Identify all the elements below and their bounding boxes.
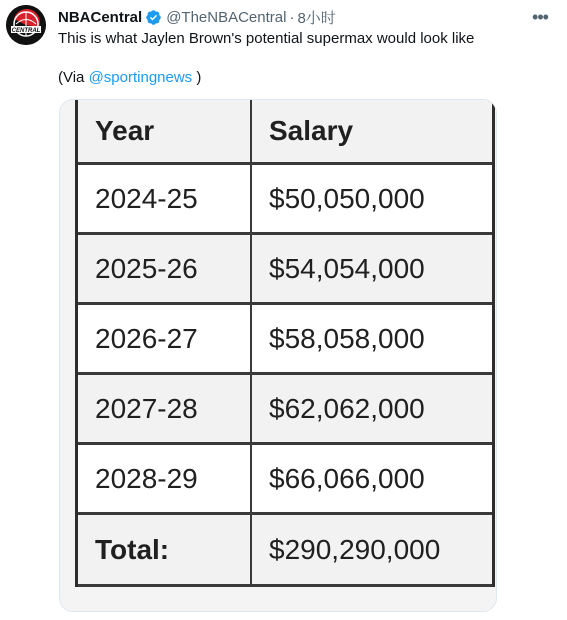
salary-cell: $50,050,000 bbox=[252, 165, 492, 235]
verified-badge-icon bbox=[145, 9, 162, 26]
separator-dot: · bbox=[289, 8, 295, 26]
salary-cell: $58,058,000 bbox=[252, 305, 492, 375]
salary-cell: $62,062,000 bbox=[252, 375, 492, 445]
salary-cell: $54,054,000 bbox=[252, 235, 492, 305]
total-label: Total: bbox=[78, 515, 252, 587]
salary-cell: $66,066,000 bbox=[252, 445, 492, 515]
header-year: Year bbox=[78, 100, 252, 165]
tweet-header bbox=[58, 7, 555, 27]
mention-link[interactable]: @sportingnews bbox=[88, 69, 193, 86]
table-row bbox=[78, 305, 492, 375]
year-cell: 2027-28 bbox=[78, 375, 252, 445]
author-handle[interactable]: @TheNBACentral bbox=[166, 8, 287, 26]
table-row bbox=[78, 165, 492, 235]
year-cell: 2026-27 bbox=[78, 305, 252, 375]
salary-table bbox=[75, 100, 495, 587]
author-name[interactable]: NBACentral bbox=[58, 8, 143, 26]
avatar[interactable] bbox=[6, 5, 46, 45]
tweet-media-image[interactable] bbox=[59, 99, 497, 612]
more-options-icon[interactable]: ••• bbox=[532, 6, 548, 27]
header-salary: Salary bbox=[252, 100, 492, 165]
year-cell: 2024-25 bbox=[78, 165, 252, 235]
table-total-row bbox=[78, 515, 492, 587]
table-row bbox=[78, 235, 492, 305]
nba-central-logo-icon bbox=[6, 5, 46, 45]
tweet-source-line bbox=[58, 68, 201, 88]
year-cell: 2028-29 bbox=[78, 445, 252, 515]
total-value: $290,290,000 bbox=[252, 515, 492, 587]
via-prefix: (Via bbox=[58, 69, 89, 86]
timestamp[interactable]: 8小时 bbox=[297, 9, 336, 27]
table-row bbox=[78, 375, 492, 445]
tweet-text: This is what Jaylen Brown's potential supermax would look like bbox=[58, 30, 475, 47]
svg-text:CENTRAL: CENTRAL bbox=[11, 28, 41, 34]
via-suffix: ) bbox=[192, 69, 202, 86]
year-cell: 2025-26 bbox=[78, 235, 252, 305]
table-row bbox=[78, 445, 492, 515]
table-header-row bbox=[78, 100, 492, 165]
